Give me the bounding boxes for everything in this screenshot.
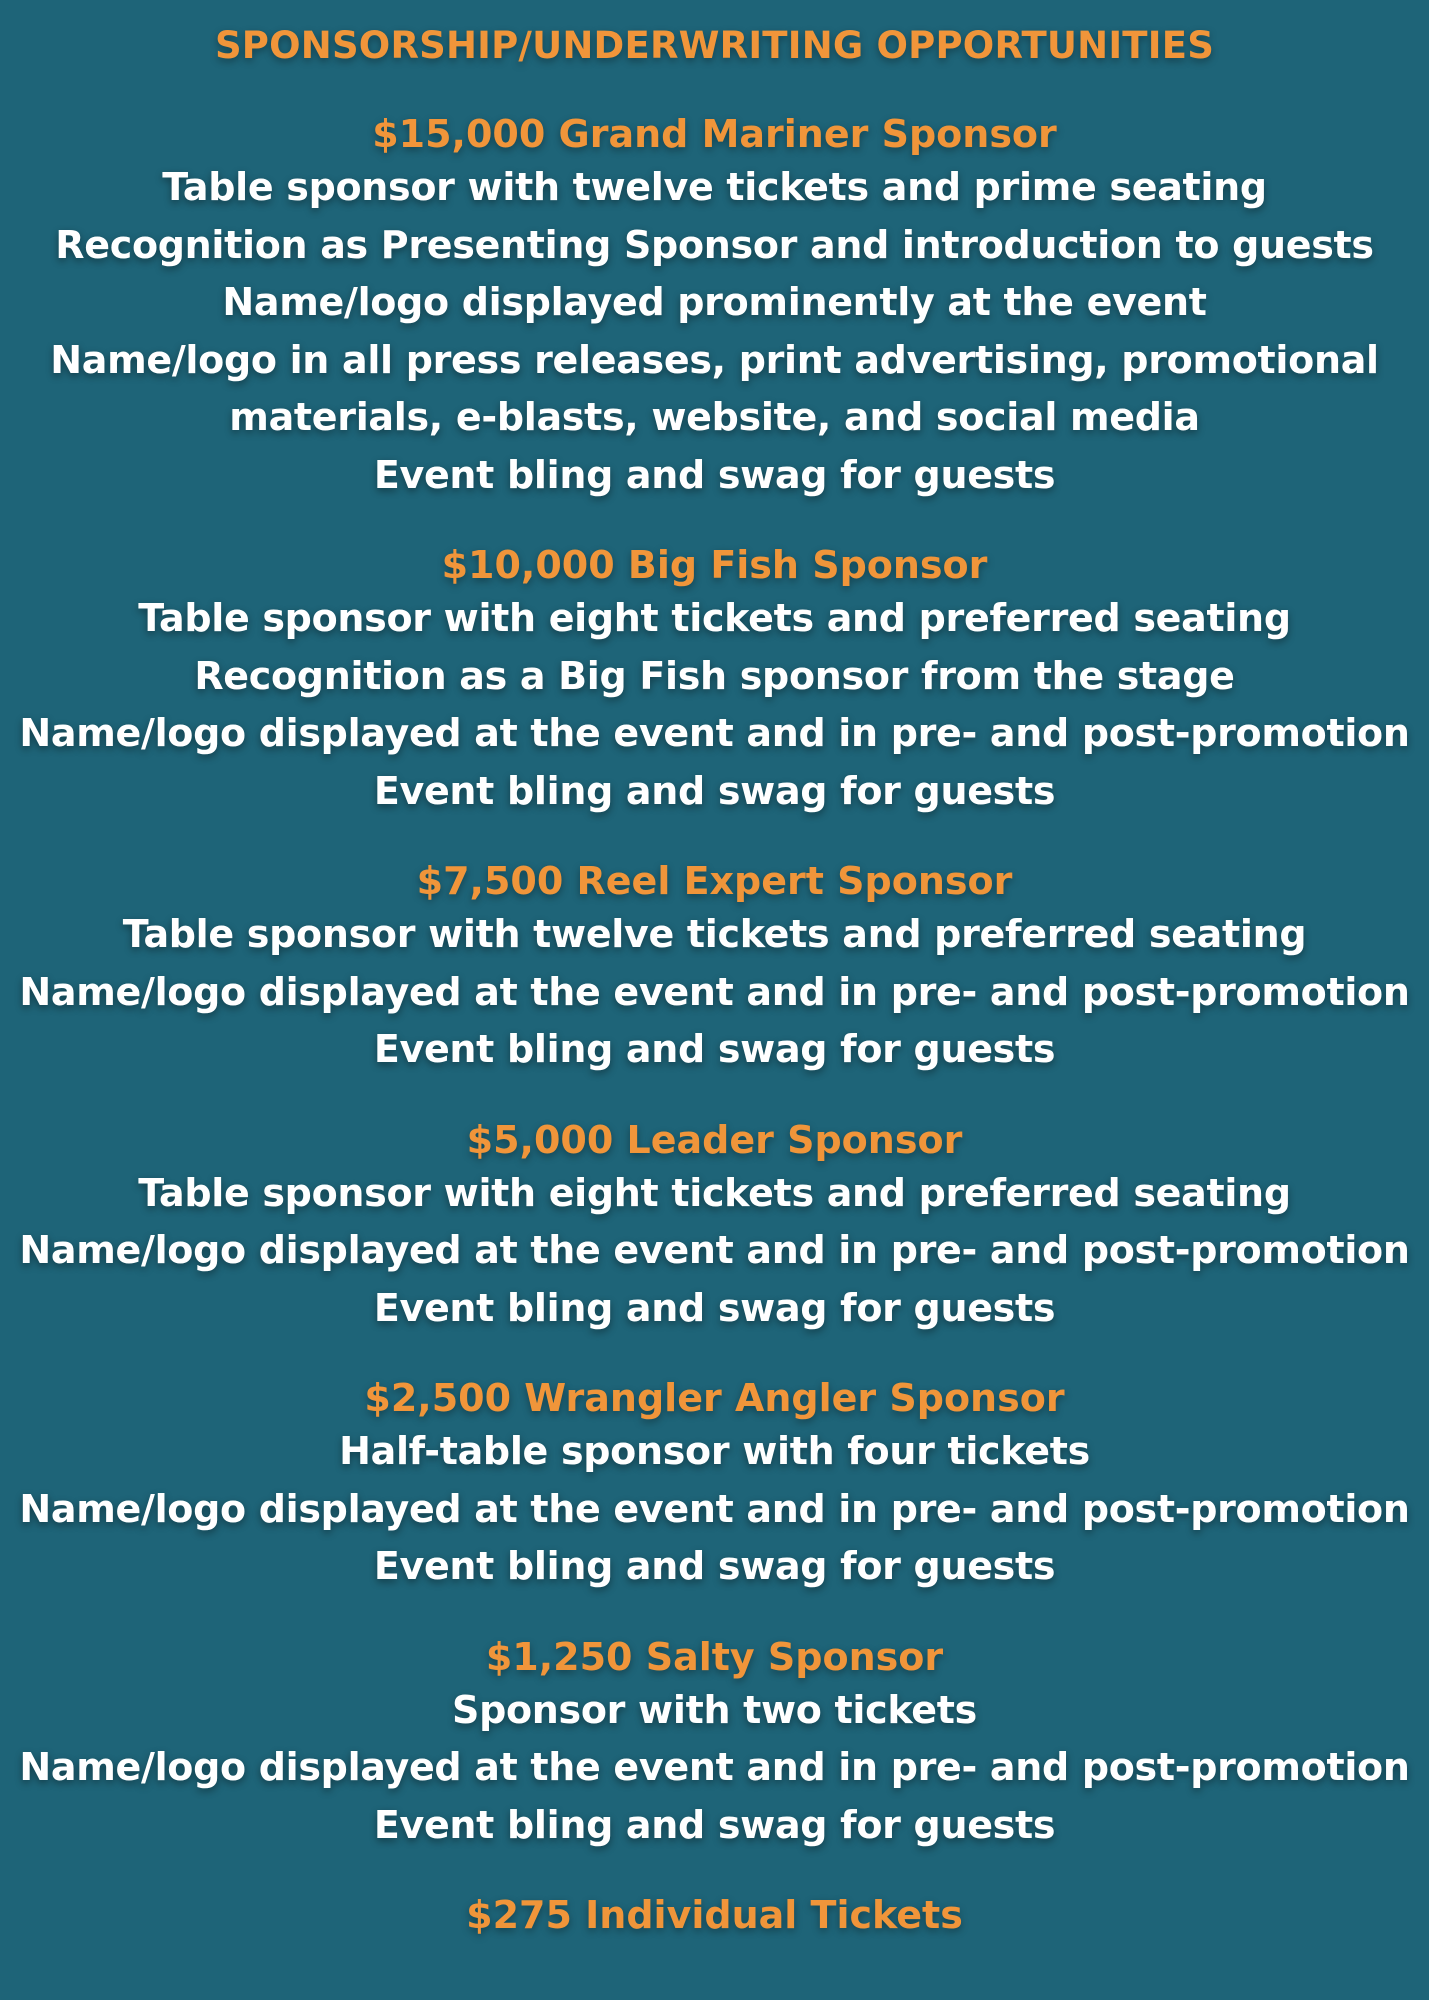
tier-heading: $2,500 Wrangler Angler Sponsor [364, 1376, 1065, 1420]
benefit-item: Recognition as Presenting Sponsor and introduction to guests [55, 222, 1374, 267]
tier-heading: $7,500 Reel Expert Sponsor [416, 859, 1013, 903]
benefit-item: Name/logo displayed at the event and in pre- and post-promotion [19, 1228, 1410, 1272]
tier-big-fish [0, 540, 1429, 820]
tier-wrangler-angler [0, 1373, 1429, 1596]
benefit-item: Event bling and swag for guests [373, 1802, 1056, 1847]
tier-heading: $15,000 Grand Mariner Sponsor [372, 112, 1057, 156]
benefit-item: Event bling and swag for guests [373, 768, 1056, 813]
benefit-item: Table sponsor with eight tickets and preferred seating [138, 1170, 1291, 1215]
benefit-item: Half-table sponsor with four tickets [339, 1429, 1090, 1473]
tier-heading: $10,000 Big Fish Sponsor [441, 543, 988, 587]
benefit-item: Table sponsor with eight tickets and preferred seating [138, 596, 1291, 640]
tier-salty [0, 1632, 1429, 1855]
benefit-item: Name/logo displayed at the event and in pre- and post-promotion [19, 969, 1410, 1014]
benefit-item: Name/logo displayed at the event and in pre- and post-promotion [19, 1486, 1410, 1531]
tier-heading: $1,250 Salty Sponsor [485, 1634, 944, 1679]
benefit-item: Event bling and swag for guests [373, 1544, 1056, 1588]
benefit-item: Sponsor with two tickets [452, 1687, 977, 1732]
benefit-item: Name/logo displayed at the event and in pre- and post-promotion [19, 1745, 1410, 1789]
benefit-item: Table sponsor with twelve tickets and prime seating [162, 165, 1267, 209]
benefit-item: Recognition as a Big Fish sponsor from the stage [194, 653, 1235, 698]
tier-heading: $5,000 Leader Sponsor [466, 1117, 963, 1162]
page-title: SPONSORSHIP/UNDERWRITING OPPORTUNITIES [214, 24, 1215, 67]
benefit-item: Name/logo displayed at the event and in pre- and post-promotion [19, 711, 1410, 755]
tier-individual-tickets [0, 1890, 1429, 1940]
tier-reel-expert [0, 856, 1429, 1079]
tier-heading: $275 Individual Tickets [466, 1893, 963, 1937]
benefit-item: Event bling and swag for guests [373, 1027, 1056, 1071]
benefit-item: Name/logo displayed prominently at the event [222, 280, 1207, 324]
benefit-item: Event bling and swag for guests [373, 452, 1056, 497]
benefit-item: Name/logo in all press releases, print advertising, promotional materials, e-blasts, website, and social media [50, 337, 1379, 439]
benefit-item: Table sponsor with twelve tickets and preferred seating [122, 912, 1307, 956]
benefit-item: Event bling and swag for guests [373, 1285, 1056, 1330]
tier-leader [0, 1115, 1429, 1338]
tier-grand-mariner [0, 109, 1429, 504]
